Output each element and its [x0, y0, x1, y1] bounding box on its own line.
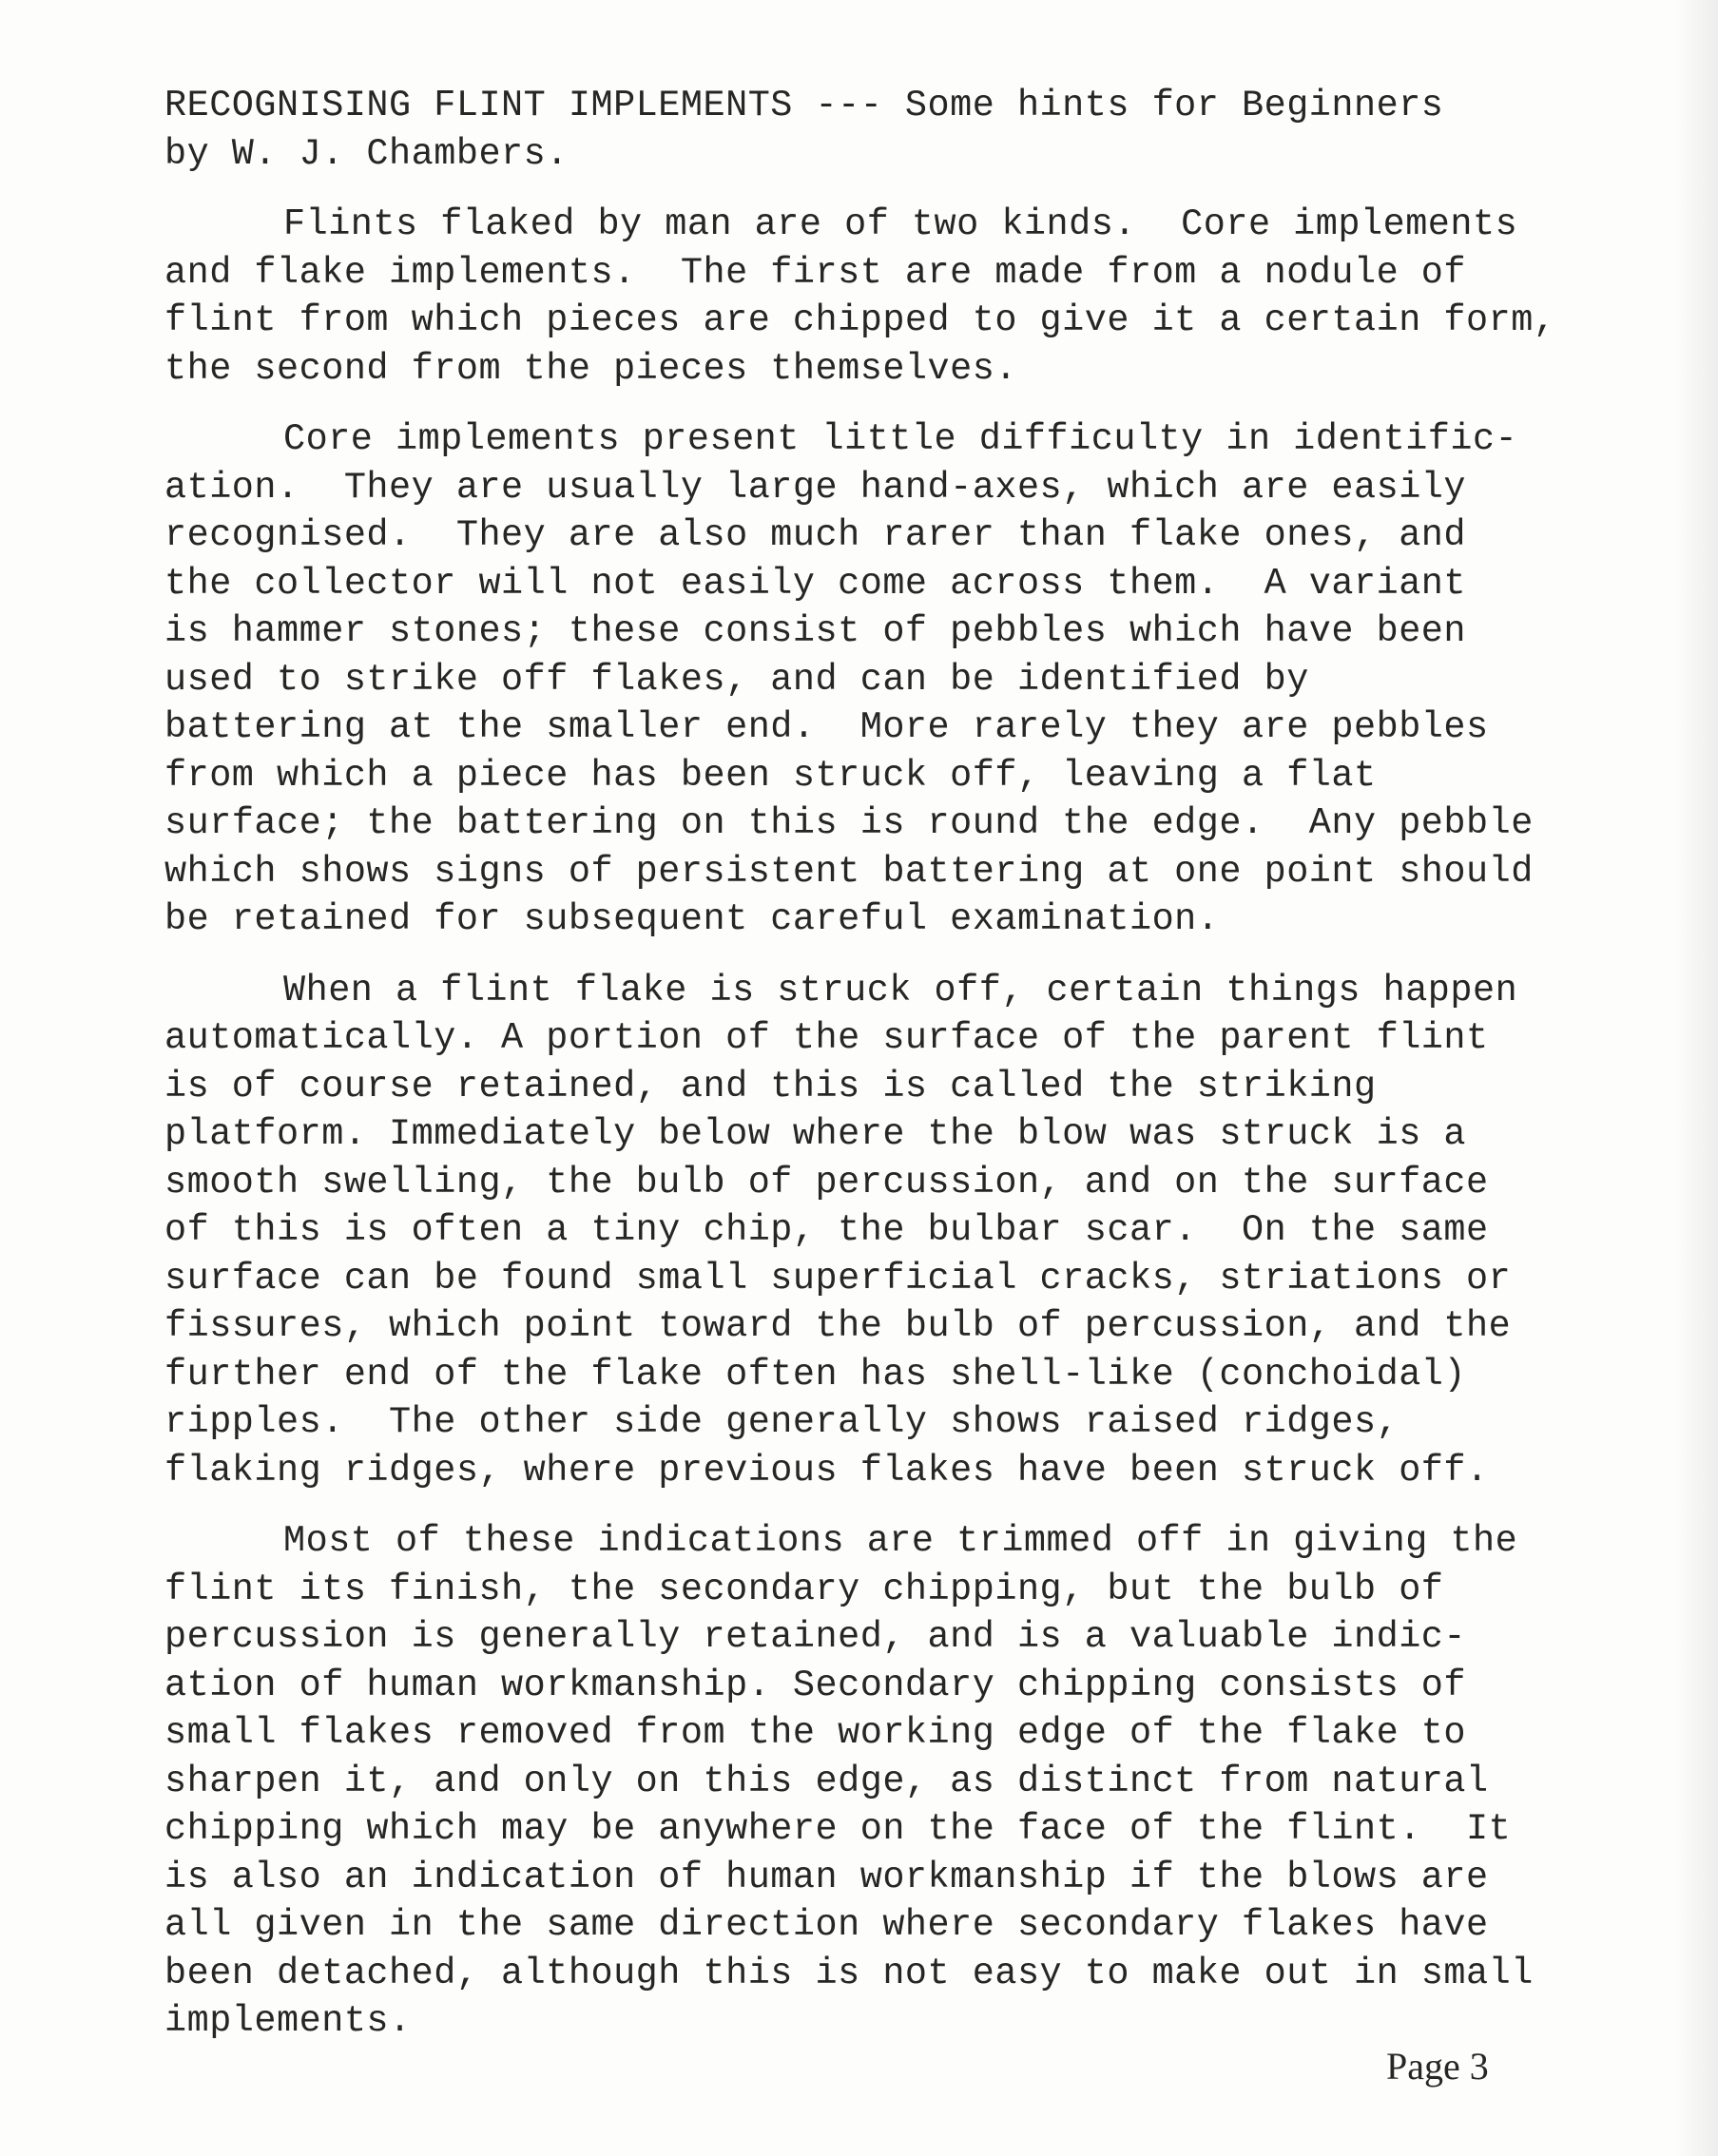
paragraph: [164, 1517, 1648, 2046]
text-line: used to strike off flakes, and can be identified by: [164, 658, 1309, 701]
paragraph: [164, 967, 1648, 1495]
text-line: flint from which pieces are chipped to give it a certain form,: [164, 299, 1556, 341]
paragraph: [164, 201, 1648, 393]
text-line: surface; the battering on this is round the edge. Any pebble: [164, 802, 1534, 844]
text-line: be retained for subsequent careful examination.: [164, 898, 1220, 940]
text-line: the second from the pieces themselves.: [164, 347, 1017, 390]
text-line: flaking ridges, where previous flakes have been struck off.: [164, 1449, 1489, 1492]
text-line: Flints flaked by man are of two kinds. Core implements: [283, 203, 1518, 245]
text-line: is of course retained, and this is called the striking: [164, 1065, 1377, 1107]
text-line: and flake implements. The first are made from a nodule of: [164, 251, 1467, 294]
text-line: all given in the same direction where secondary flakes have: [164, 1904, 1489, 1946]
document-title: RECOGNISING FLINT IMPLEMENTS --- Some hints for Beginners: [164, 85, 1444, 126]
text-line: automatically. A portion of the surface of the parent flint: [164, 1017, 1489, 1059]
text-line: surface can be found small superficial cracks, striations or: [164, 1257, 1512, 1299]
text-line: is hammer stones; these consist of pebbles which have been: [164, 610, 1467, 652]
paragraph: [164, 415, 1648, 944]
text-line: chipping which may be anywhere on the face of the flint. It: [164, 1808, 1512, 1850]
text-line: smooth swelling, the bulb of percussion, and on the surface: [164, 1161, 1489, 1203]
text-line: sharpen it, and only on this edge, as distinct from natural: [164, 1760, 1489, 1802]
text-line: which shows signs of persistent battering at one point should: [164, 850, 1534, 893]
text-line: of this is often a tiny chip, the bulbar scar. On the same: [164, 1209, 1489, 1251]
document-body: [164, 82, 1648, 2046]
text-line: ation of human workmanship. Secondary chipping consists of: [164, 1664, 1467, 1706]
text-line: flint its finish, the secondary chipping, but the bulb of: [164, 1568, 1444, 1610]
text-line: the collector will not easily come across them. A variant: [164, 562, 1467, 605]
text-line: Core implements present little difficulty in identific-: [283, 418, 1518, 460]
text-line: been detached, although this is not easy to make out in small: [164, 1952, 1534, 1994]
text-line: fissures, which point toward the bulb of percussion, and the: [164, 1305, 1512, 1347]
document-byline: by W. J. Chambers.: [164, 132, 569, 175]
text-line: recognised. They are also much rarer than flake ones, and: [164, 514, 1467, 556]
paragraph-container: [164, 201, 1648, 2046]
text-line: ation. They are usually large hand-axes, which are easily: [164, 466, 1467, 509]
text-line: Most of these indications are trimmed off in giving the: [283, 1520, 1518, 1562]
text-line: When a flint flake is struck off, certain things happen: [283, 969, 1518, 1011]
text-line: further end of the flake often has shell-like (conchoidal): [164, 1353, 1467, 1396]
text-line: battering at the smaller end. More rarely they are pebbles: [164, 706, 1489, 748]
text-line: platform. Immediately below where the blow was struck is a: [164, 1113, 1467, 1155]
text-line: from which a piece has been struck off, leaving a flat: [164, 754, 1377, 797]
text-line: implements.: [164, 2000, 412, 2042]
page-edge-shadow: [1676, 0, 1718, 2156]
text-line: percussion is generally retained, and is a valuable indic-: [164, 1616, 1467, 1658]
text-line: ripples. The other side generally shows raised ridges,: [164, 1401, 1399, 1443]
text-line: small flakes removed from the working edge of the flake to: [164, 1712, 1467, 1754]
page-number: Page 3: [1386, 2045, 1489, 2088]
text-line: is also an indication of human workmanship if the blows are: [164, 1856, 1489, 1898]
